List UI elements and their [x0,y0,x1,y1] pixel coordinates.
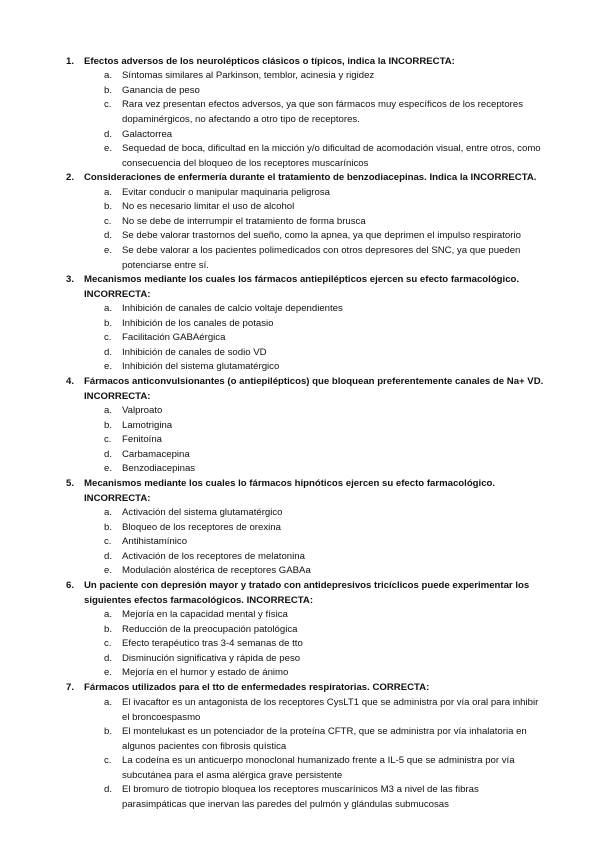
option-letter: b. [104,726,113,737]
option-text: Modulación alostérica de receptores GABAa [122,565,311,576]
option [104,754,544,783]
option-letter: d. [104,129,113,140]
option [104,142,544,171]
option-letter: d. [104,230,113,241]
question-2 [66,171,546,186]
option [104,652,544,667]
option [104,564,544,579]
option [104,623,544,638]
option-text: Reducción de la preocupación patológica [122,624,298,635]
option-letter: a. [104,507,113,518]
option-text: Efecto terapéutico tras 3-4 semanas de tto [122,638,303,649]
option-text: Benzodiacepinas [122,463,196,474]
question-1 [66,55,546,70]
option-text: El ivacaftor es un antagonista de los receptores CysLT1 que se administra por vía oral para inhibir el broncoespasmo [122,697,539,723]
option-letter: c. [104,536,112,547]
option-letter: b. [104,85,113,96]
option-letter: b. [104,624,113,635]
option-text: Síntomas similares al Parkinson, temblor, acinesia y rigidez [122,70,375,81]
option [104,506,544,521]
question-number: 2. [66,172,75,183]
option-letter: d. [104,551,113,562]
option-letter: c. [104,755,112,766]
option-text: Facilitación GABAérgica [122,332,226,343]
option-text: Mejoría en el humor y estado de ánimo [122,667,289,678]
question-stem: Efectos adversos de los neurolépticos clásicos o típicos, indica la INCORRECTA: [84,56,455,67]
option-text: Valproato [122,405,163,416]
option-letter: c. [104,434,112,445]
question-4 [66,375,546,404]
option-text: Evitar conducir o manipular maquinaria peligrosa [122,187,330,198]
option-text: Inhibición de canales de calcio voltaje dependientes [122,303,343,314]
option-text: Fenitoína [122,434,163,445]
option-letter: e. [104,245,113,256]
option-text: El montelukast es un potenciador de la proteína CFTR, que se administra por vía inhalatoria en algunos pacientes con fibrosis quística [122,726,527,752]
option [104,637,544,652]
option-text: Activación de los receptores de melatonina [122,551,305,562]
option [104,433,544,448]
option-letter: a. [104,187,113,198]
option [104,186,544,201]
question-stem: Mecanismos mediante los cuales lo fármacos hipnóticos ejercen su efecto farmacológico. INCORRECTA: [84,478,496,504]
option-letter: e. [104,361,113,372]
option-letter: b. [104,420,113,431]
option-letter: d. [104,653,113,664]
option [104,302,544,317]
option [104,419,544,434]
option-letter: b. [104,318,113,329]
option-letter: a. [104,303,113,314]
option-letter: a. [104,70,113,81]
option [104,535,544,550]
option-text: Inhibición de canales de sodio VD [122,347,267,358]
option-letter: b. [104,201,113,212]
option-text: No es necesario limitar el uso de alcohol [122,201,295,212]
option [104,608,544,623]
option-text: Ganancia de peso [122,85,200,96]
option-letter: e. [104,463,113,474]
option-letter: c. [104,216,112,227]
option-text: Activación del sistema glutamatérgico [122,507,283,518]
question-stem: Fármacos utilizados para el tto de enfermedades respiratorias. CORRECTA: [84,682,430,693]
option-text: Se debe valorar trastornos del sueño, como la apnea, ya que deprimen el impulso respiratorio [122,230,521,241]
option [104,521,544,536]
option [104,229,544,244]
option-letter: d. [104,784,113,795]
option-letter: e. [104,667,113,678]
option-letter: e. [104,565,113,576]
option-text: La codeína es un anticuerpo monoclonal humanizado frente a IL-5 que se administra por vía subcutánea para el asma alérgica grave persistente [122,755,515,781]
option [104,725,544,754]
question-stem: Un paciente con depresión mayor y tratado con antidepresivos tricíclicos puede experimentar los siguientes efectos farmacológicos. INCORRECTA: [84,580,530,606]
option-text: Sequedad de boca, dificultad en la micción y/o dificultad de acomodación visual, entre otros, como consecuencia del bloqueo de los receptores muscarínicos [122,143,541,169]
option [104,128,544,143]
question-6 [66,579,546,608]
option [104,200,544,215]
option-text: Mejoría en la capacidad mental y física [122,609,288,620]
option-text: Inhibición de los canales de potasio [122,318,274,329]
option [104,98,544,127]
option [104,215,544,230]
option-text: Disminución significativa y rápida de peso [122,653,301,664]
question-number: 7. [66,682,75,693]
option [104,404,544,419]
option-text: Se debe valorar a los pacientes polimedicados con otros depresores del SNC, ya que pueden potenciarse entre sí. [122,245,521,271]
option [104,69,544,84]
question-stem: Fármacos anticonvulsionantes (o antiepilépticos) que bloquean preferentemente canales de Na+ VD. INCORRECTA: [84,376,544,402]
option-text: Carbamacepina [122,449,190,460]
option-letter: c. [104,332,112,343]
option-text: Antihistamínico [122,536,188,547]
option-letter: e. [104,143,113,154]
option [104,696,544,725]
option [104,317,544,332]
question-stem: Mecanismos mediante los cuales los fármacos antiepilépticos ejercen su efecto farmacológico. INCORRECTA: [84,274,520,300]
option [104,783,544,812]
question-7 [66,681,546,696]
question-number: 5. [66,478,75,489]
option-letter: a. [104,697,113,708]
option [104,346,544,361]
option-letter: a. [104,609,113,620]
question-5 [66,477,546,506]
option-text: El bromuro de tiotropio bloquea los receptores muscarínicos M3 a nivel de las fibras parasimpáticas que inervan las paredes del pulmón y glándulas submucosas [122,784,479,810]
option-letter: a. [104,405,113,416]
option-text: Lamotrigina [122,420,173,431]
question-stem: Consideraciones de enfermería durante el tratamiento de benzodiacepinas. Indica la INCORRECTA. [84,172,537,183]
option-letter: d. [104,347,113,358]
option [104,550,544,565]
option [104,360,544,375]
option-text: Rara vez presentan efectos adversos, ya que son fármacos muy específicos de los receptores dopaminérgicos, no afectando a otro tipo de receptores. [122,99,524,125]
option [104,666,544,681]
option [104,331,544,346]
option-text: Bloqueo de los receptores de orexina [122,522,281,533]
question-number: 4. [66,376,75,387]
option [104,84,544,99]
question-number: 1. [66,56,75,67]
option [104,244,544,273]
option-text: Galactorrea [122,129,173,140]
question-number: 6. [66,580,75,591]
question-number: 3. [66,274,75,285]
option [104,462,544,477]
question-3 [66,273,546,302]
option-text: Inhibición del sistema glutamatérgico [122,361,280,372]
option-text: No se debe de interrumpir el tratamiento de forma brusca [122,216,366,227]
option-letter: b. [104,522,113,533]
option-letter: d. [104,449,113,460]
option [104,448,544,463]
option-letter: c. [104,99,112,110]
option-letter: c. [104,638,112,649]
